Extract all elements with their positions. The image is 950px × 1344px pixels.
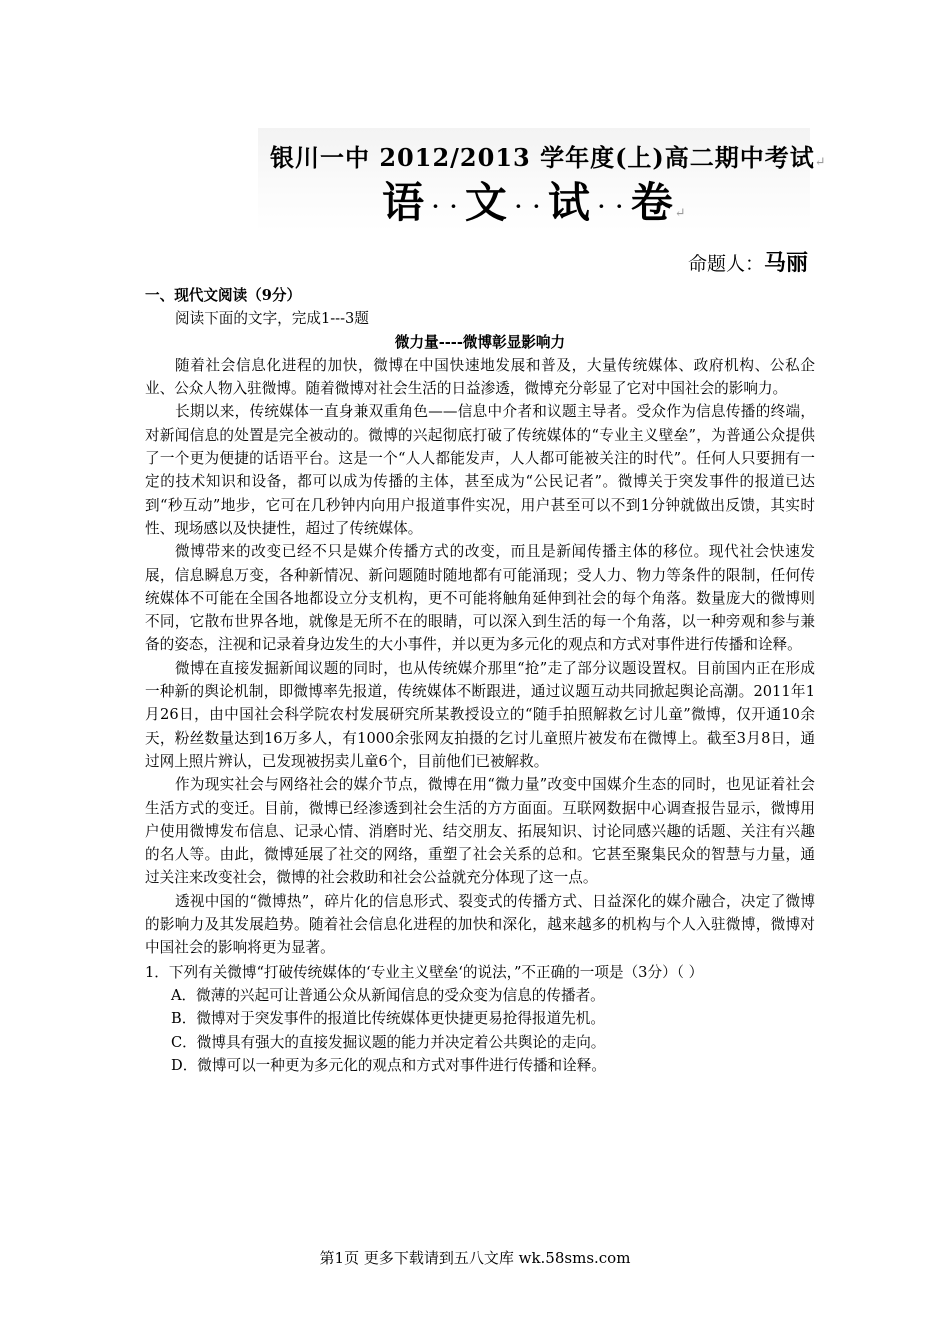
article-paragraph: 作为现实社会与网络社会的媒介节点，微博在用“微力量”改变中国媒介生态的同时，也见证着社会生活方式的变迁。目前，微博已经渗透到社会生活的方方面面。互联网数据中心调查报告显示，微博用户使用微博发布信息、记录心情、消磨时光、结交朋友、拓展知识、讨论同感兴趣的话题、关注有兴趣的名人等。由此，微博延展了社交的网络，重塑了社会关系的总和。它甚至聚集民众的智慧与力量，通过关注来改变社会，微博的社会救助和社会公益就充分体现了这一点。 (145, 776, 815, 887)
question-1-option-c: C．微博具有强大的直接发掘议题的能力并决定着公共舆论的走向。 (171, 1033, 606, 1051)
school-exam-line (270, 138, 827, 173)
title-separator-3: · · (597, 194, 625, 218)
article-paragraph: 透视中国的“微博热”，碎片化的信息形式、裂变式的传播方式、日益深化的媒介融合，决定了微博的影响力及其发展趋势。随着社会信息化进程的加快和深化，越来越多的机构与个人入驻微博，微博对中国社会的影响将更为显著。 (145, 892, 815, 957)
school-exam-text: 银川一中 2012/2013 学年度(上)高二期中考试 (270, 143, 815, 172)
author-line (688, 246, 808, 277)
paragraph-mark-icon: ↵ (674, 206, 688, 221)
title-char-1: 语 (382, 178, 427, 227)
title-separator-1: · · (432, 194, 459, 218)
reading-instruction: 阅读下面的文字，完成1---3题 (175, 310, 369, 328)
paper-title (382, 170, 688, 230)
author-name: 马丽 (764, 251, 809, 276)
question-1-stem: 1．下列有关微博“打破传统媒体的‘专业主义壁垒‘的说法，”不正确的一项是（3分）（ ） (145, 963, 704, 981)
article-paragraph: 微博在直接发掘新闻议题的同时，也从传统媒介那里“抢”走了部分议题设置权。目前国内正在形成一种新的舆论机制，即微博率先报道，传统媒体不断跟进，通过议题互动共同掀起舆论高潮。2011年1月26日，由中国社会科学院农村发展研究所某教授设立的“随手拍照解救乞讨儿童”微博，仅开通10余天，粉丝数量达到16万多人，有1000余张网友拍摄的乞讨儿童照片被发布在微博上。截至3月8日，通过网上照片辨认，已发现被拐卖儿童6个，目前他们已被解救。 (145, 659, 815, 770)
article-paragraph: 微博带来的改变已经不只是媒介传播方式的改变，而且是新闻传播主体的移位。现代社会快速发展，信息瞬息万变，各种新情况、新问题随时随地都有可能涌现；受人力、物力等条件的限制，任何传统媒体不可能在全国各地都设立分支机构，更不可能将触角延伸到社会的每个角落。数量庞大的微博则不同，它散布世界各地，就像是无所不在的眼睛，可以深入到生活的每一个角落，以一种旁观和参与兼备的姿态，注视和记录着身边发生的大小事件，并以更为多元化的观点和方式对事件进行传播和诠释。 (145, 543, 815, 654)
title-char-4: 卷 (630, 178, 675, 227)
page-footer: 第1页 更多下载请到五八文库 wk.58sms.com (319, 1249, 631, 1267)
article-paragraph: 随着社会信息化进程的加快，微博在中国快速地发展和普及，大量传统媒体、政府机构、公私企业、公众人物入驻微博。随着微博对社会生活的日益渗透，微博充分彰显了它对中国社会的影响力。 (145, 356, 815, 398)
article-paragraph: 长期以来，传统媒体一直身兼双重角色——信息中介者和议题主导者。受众作为信息传播的终端，对新闻信息的处置是完全被动的。微博的兴起彻底打破了传统媒体的“专业主义壁垒”，为普通公众提供了一个更为便捷的话语平台。这是一个“人人都能发声，人人都可能被关注的时代”。任何人只要拥有一定的技术知识和设备，都可以成为传播的主体，甚至成为“公民记者”。微博关于突发事件的报道已达到“秒互动”地步，它可在几秒钟内向用户报道事件实况，用户甚至可以不到1分钟就做出反馈，其实时性、现场感以及快捷性，超过了传统媒体。 (145, 403, 815, 537)
paragraph-mark-icon: ↵ (814, 155, 827, 170)
question-1-option-d: D．微博可以一种更为多元化的观点和方式对事件进行传播和诠释。 (171, 1056, 606, 1074)
section-heading: 一、现代文阅读（9分） (145, 287, 302, 304)
question-1-option-a: A．微薄的兴起可让普通公众从新闻信息的受众变为信息的传播者。 (171, 986, 605, 1004)
title-separator-2: · · (514, 194, 542, 218)
question-1-option-b: B．微博对于突发事件的报道比传统媒体更快捷更易抢得报道先机。 (171, 1010, 605, 1028)
exam-body (145, 284, 815, 1077)
title-char-2: 文 (464, 178, 509, 227)
article-title: 微力量----微博彰显影响力 (394, 333, 566, 351)
title-char-3: 试 (547, 178, 592, 227)
author-label: 命题人： (688, 253, 765, 275)
